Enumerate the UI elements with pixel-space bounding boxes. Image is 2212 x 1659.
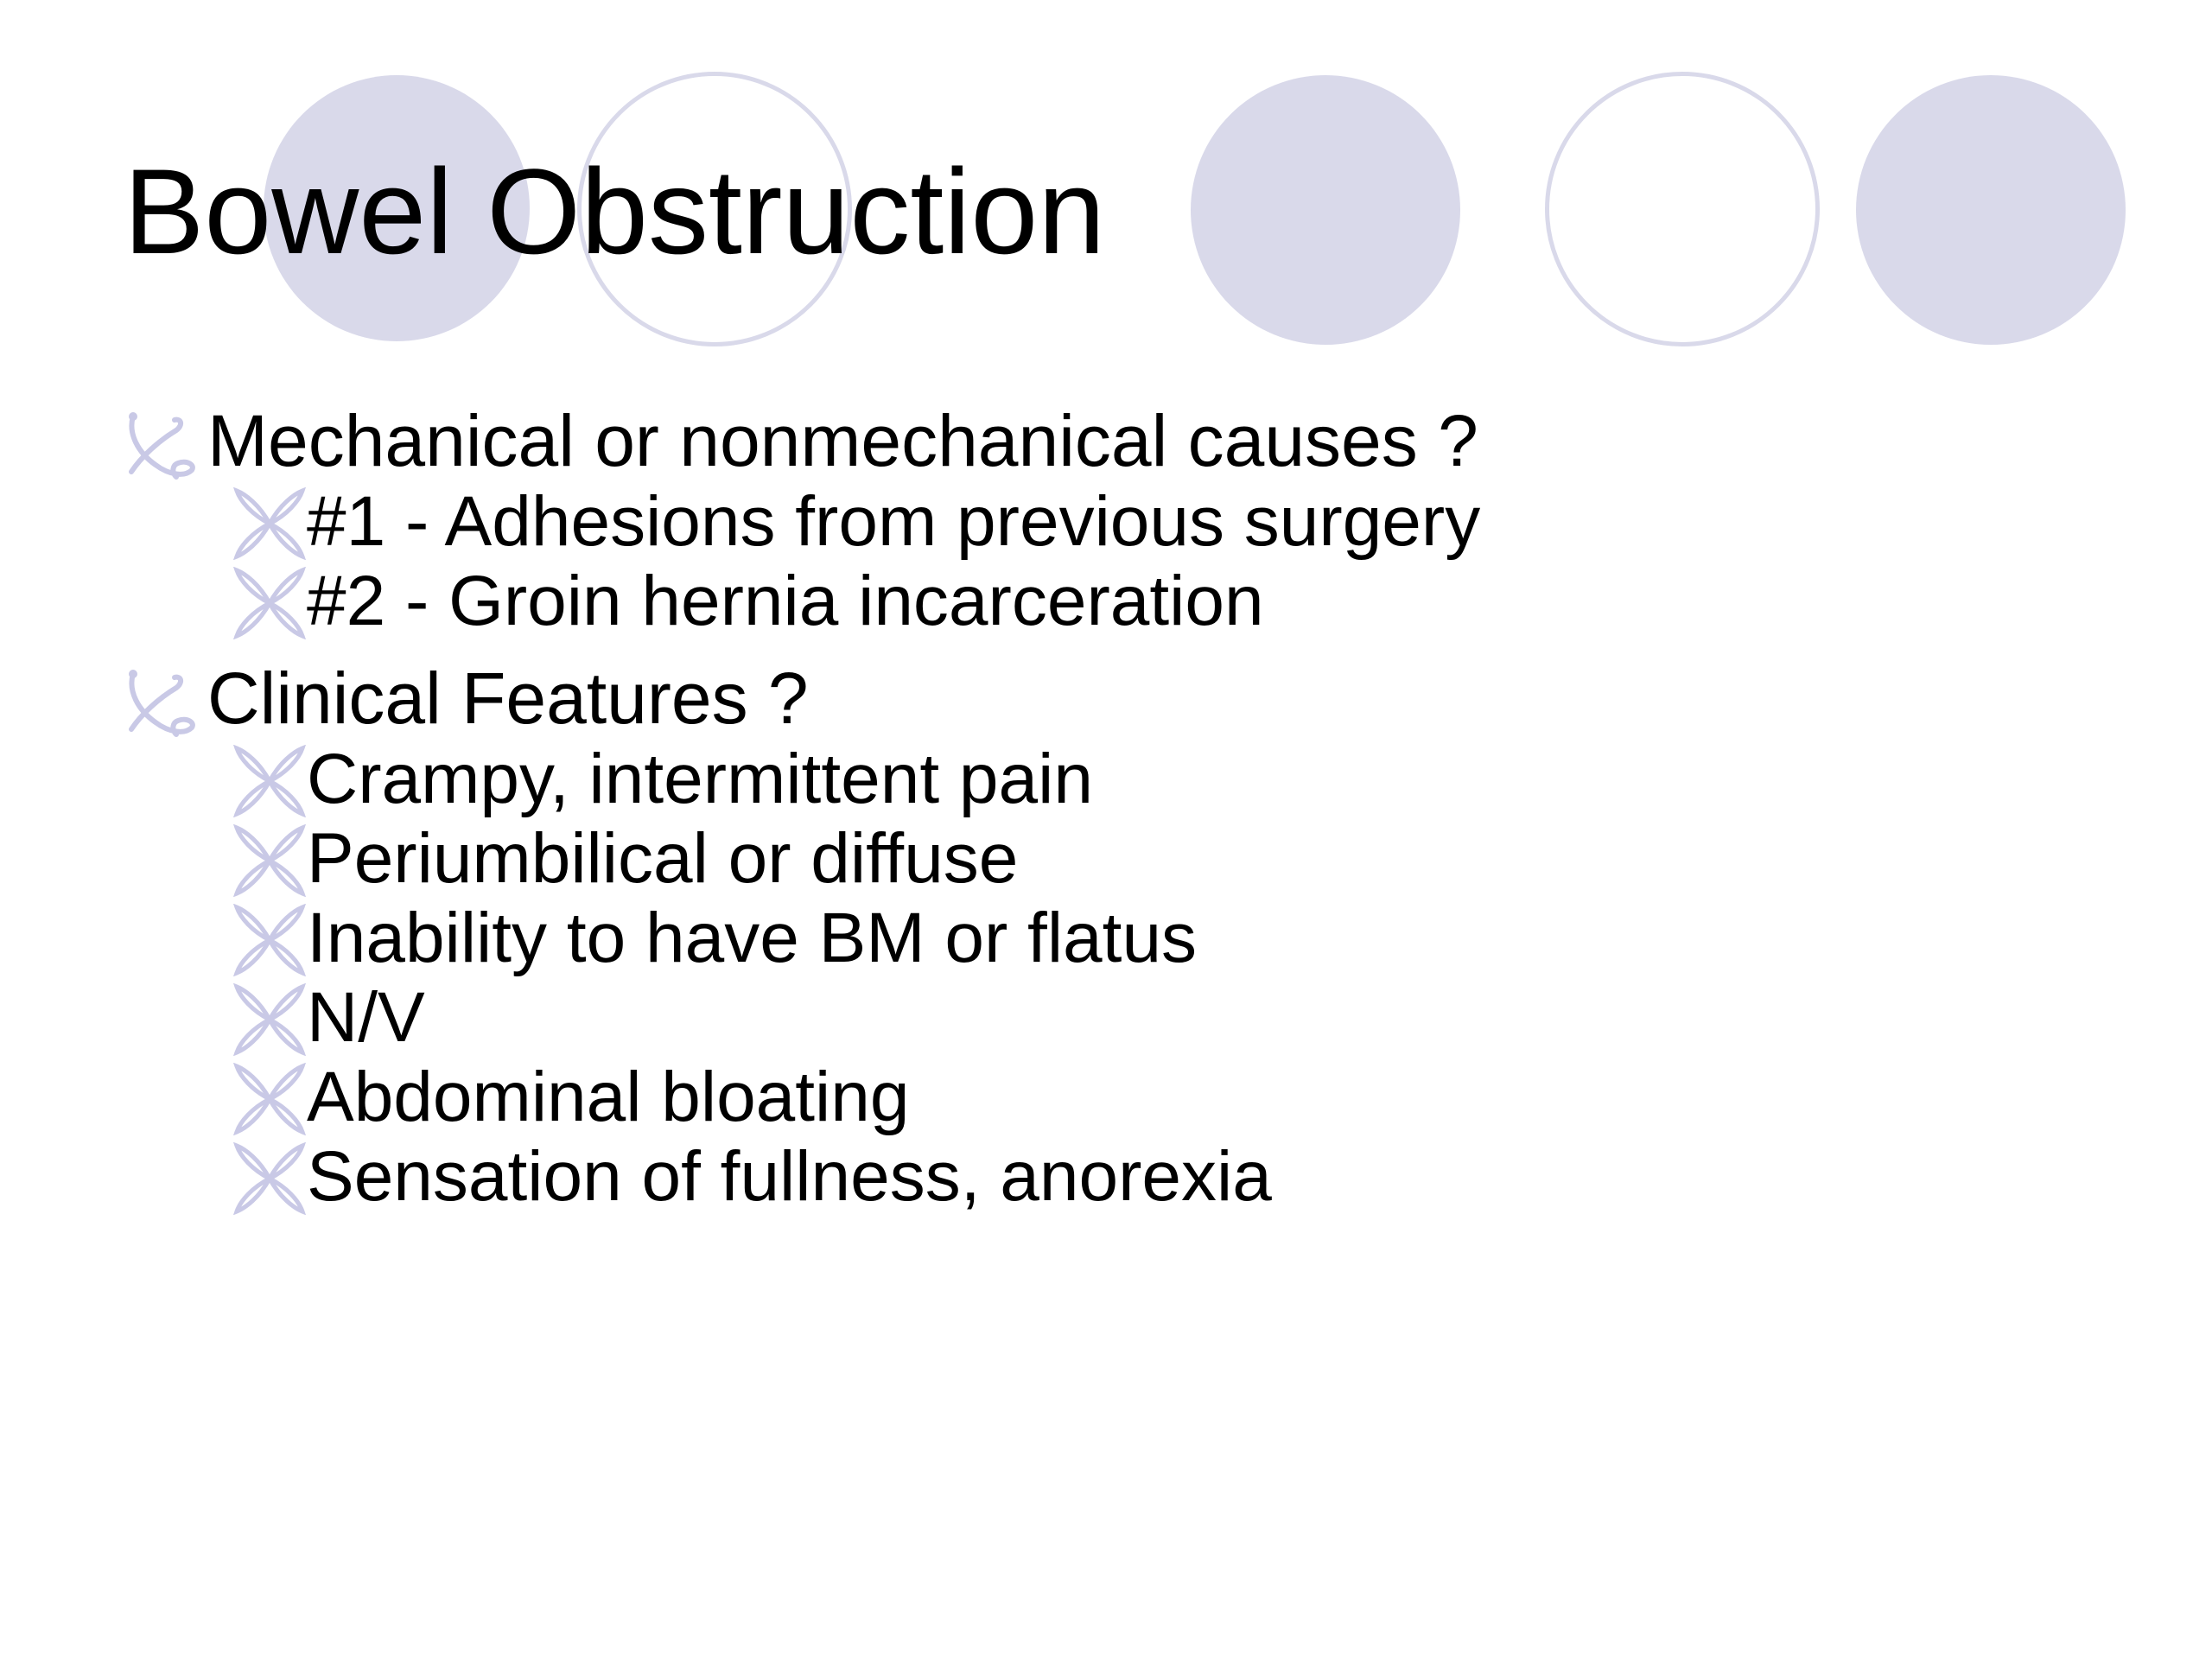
sub-bullet-text: Abdominal bloating (307, 1058, 910, 1136)
bullet-text: Clinical Features ? (207, 658, 809, 739)
x-flower-bullet-icon (233, 1063, 306, 1135)
sub-bullet-text: Sensation of fullness, anorexia (307, 1137, 1272, 1216)
swirl-bullet-icon (121, 408, 195, 480)
sub-bullet-item (121, 562, 2108, 641)
bullet-list (121, 399, 2108, 1217)
slide-title: Bowel Obstruction (124, 143, 1106, 279)
bullet-text: Mechanical or nonmechanical causes ? (207, 400, 1478, 481)
decor-circle-4 (1545, 72, 1820, 346)
swirl-bullet-icon (121, 665, 195, 738)
x-flower-bullet-icon (233, 567, 306, 639)
bullet-item (121, 399, 2108, 482)
sub-bullet-item (121, 740, 2108, 819)
x-flower-bullet-icon (233, 487, 306, 560)
x-flower-bullet-icon (233, 1142, 306, 1215)
decor-circle-5 (1856, 75, 2126, 345)
x-flower-bullet-icon (233, 904, 306, 976)
decor-circle-3 (1191, 75, 1460, 345)
sub-bullet-item (121, 899, 2108, 978)
sub-bullet-text: Crampy, intermittent pain (307, 740, 1093, 818)
sub-bullet-text: N/V (307, 978, 425, 1057)
bullet-item (121, 657, 2108, 740)
x-flower-bullet-icon (233, 745, 306, 817)
sub-bullet-item (121, 819, 2108, 899)
sub-bullet-text: #1 - Adhesions from previous surgery (307, 482, 1481, 561)
x-flower-bullet-icon (233, 824, 306, 897)
x-flower-bullet-icon (233, 983, 306, 1056)
sub-bullet-text: Inability to have BM or flatus (307, 899, 1198, 977)
sub-bullet-item (121, 978, 2108, 1058)
sub-bullet-item (121, 1058, 2108, 1137)
sub-bullet-item (121, 482, 2108, 562)
sub-bullet-text: #2 - Groin hernia incarceration (307, 562, 1264, 640)
sub-bullet-item (121, 1137, 2108, 1217)
sub-bullet-text: Periumbilical or diffuse (307, 819, 1019, 898)
